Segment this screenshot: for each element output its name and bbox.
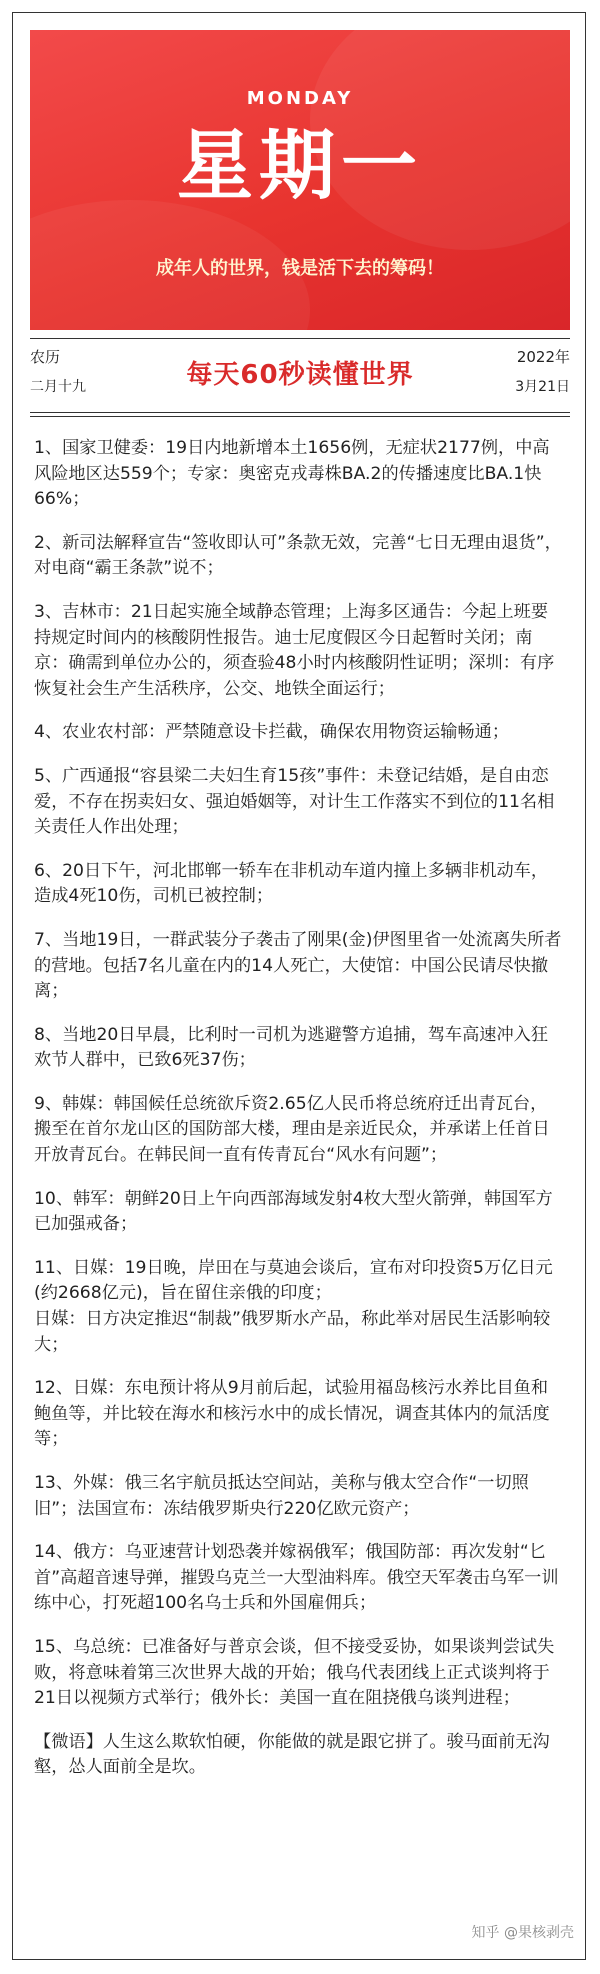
news-item-text: 5、广西通报“容县梁二夫妇生育15孩”事件：未登记结婚，是自由恋爱，不存在拐卖妇女、强迫婚姻等，对计生工作落实不到位的11名相关责任人作出处理； (34, 765, 555, 838)
header-banner (30, 30, 570, 330)
news-item-text: 6、20日下午，河北邯郸一轿车在非机动车道内撞上多辆非机动车，造成4死10伤，司机已被控制； (34, 860, 549, 907)
news-item-text: 10、韩军：朝鲜20日上午向西部海域发射4枚大型火箭弹，韩国军方已加强戒备； (34, 1188, 553, 1235)
news-item (34, 859, 564, 910)
daily-title: 每天60秒读懂世界 (186, 360, 414, 390)
news-item-text: 12、日媒：东电预计将从9月前后起，试验用福岛核污水养比目鱼和鲍鱼等，并比较在海水和核污水中的成长情况，调查其体内的氚活度等； (34, 1378, 550, 1450)
news-item-text: 11、日媒：19日晚，岸田在与莫迪会谈后，宣布对印投资5万亿日元(约2668亿元)，旨在留住亲俄的印度； (34, 1257, 553, 1304)
news-item (34, 1730, 564, 1781)
news-item-text: 2、新司法解释宣告“签收即认可”条款无效，完善“七日无理由退货”，对电商“霸王条款”说不； (34, 532, 562, 579)
news-item (34, 436, 564, 513)
news-item (34, 1471, 564, 1522)
news-item (34, 1635, 564, 1712)
news-item (34, 600, 564, 702)
news-item-text: 15、乌总统：已准备好与普京会谈，但不接受妥协，如果谈判尝试失败，将意味着第三次世界大战的开始；俄乌代表团线上正式谈判将于21日以视频方式举行；俄外长：美国一直在阻挠俄乌谈判进程； (34, 1636, 555, 1709)
news-item-text: 9、韩媒：韩国候任总统欲斥资2.65亿人民币将总统府迁出青瓦台，搬至在首尔龙山区的国防部大楼，理由是亲近民众，并承诺上任首日开放青瓦台。在韩民间一直有传青瓦台“风水有问题”； (34, 1093, 550, 1166)
lunar-date: 二月十九 (30, 379, 86, 395)
divider-bottom (30, 412, 570, 413)
news-item (34, 1092, 564, 1169)
date-row (30, 340, 570, 408)
news-item (34, 720, 564, 746)
news-item (34, 764, 564, 841)
divider-top (30, 338, 570, 339)
news-item (34, 531, 564, 582)
news-item-text: 1、国家卫健委：19日内地新增本土1656例，无症状2177例，中高风险地区达559个；专家：奥密克戎毒株BA.2的传播速度比BA.1快66%； (34, 438, 550, 510)
news-item-text: 13、外媒：俄三名宇航员抵达空间站，美称与俄太空合作“一切照旧”；法国宣布：冻结俄罗斯央行220亿欧元资产； (34, 1473, 529, 1519)
news-list (34, 436, 564, 1799)
year: 2022年 (516, 348, 570, 366)
news-item-text: 7、当地19日，一群武装分子袭击了刚果(金)伊图里省一处流离失所者的营地。包括7名儿童在内的14人死亡，大使馆：中国公民请尽快撤离； (34, 929, 562, 1002)
weekday-english: MONDAY (246, 88, 354, 109)
news-item (34, 1256, 564, 1358)
lunar-label: 农历 (30, 348, 61, 366)
divider-bottom-thin (30, 416, 570, 417)
banner-slogan: 成年人的世界，钱是活下去的筹码！ (156, 258, 444, 279)
watermark: 知乎 @果核剥壳 (471, 1925, 574, 1941)
news-item-text: 3、吉林市：21日起实施全域静态管理；上海多区通告：今起上班要持规定时间内的核酸阴性报告。迪士尼度假区今日起暂时关闭；南京：确需到单位办公的，须查验48小时内核酸阴性证明；深圳：有序恢复社会生产生活秩序，公交、地铁全面运行； (34, 601, 555, 699)
news-item (34, 928, 564, 1005)
news-item (34, 1376, 564, 1453)
news-item (34, 1187, 564, 1238)
news-item (34, 1023, 564, 1074)
news-item-text: 日媒：日方决定推迟“制裁”俄罗斯水产品，称此举对居民生活影响较大； (34, 1309, 551, 1355)
weekday-chinese: 星期一 (177, 121, 423, 210)
news-item-text: 【微语】人生这么欺软怕硬，你能做的就是跟它拼了。骏马面前无沟壑，怂人面前全是坎。 (34, 1731, 550, 1778)
news-item (34, 1540, 564, 1617)
month-day: 3月21日 (515, 379, 570, 395)
news-item-text: 8、当地20日早晨，比利时一司机为逃避警方追捕，驾车高速冲入狂欢节人群中，已致6死37伤； (34, 1024, 549, 1071)
news-item-text: 4、农业农村部：严禁随意设卡拦截，确保农用物资运输畅通； (34, 722, 510, 743)
news-item-text: 14、俄方：乌亚速营计划恐袭并嫁祸俄军；俄国防部：再次发射“匕首”高超音速导弹，摧毁乌克兰一大型油料库。俄空天军袭击乌军一训练中心，打死超100名乌士兵和外国雇佣兵； (34, 1542, 559, 1614)
